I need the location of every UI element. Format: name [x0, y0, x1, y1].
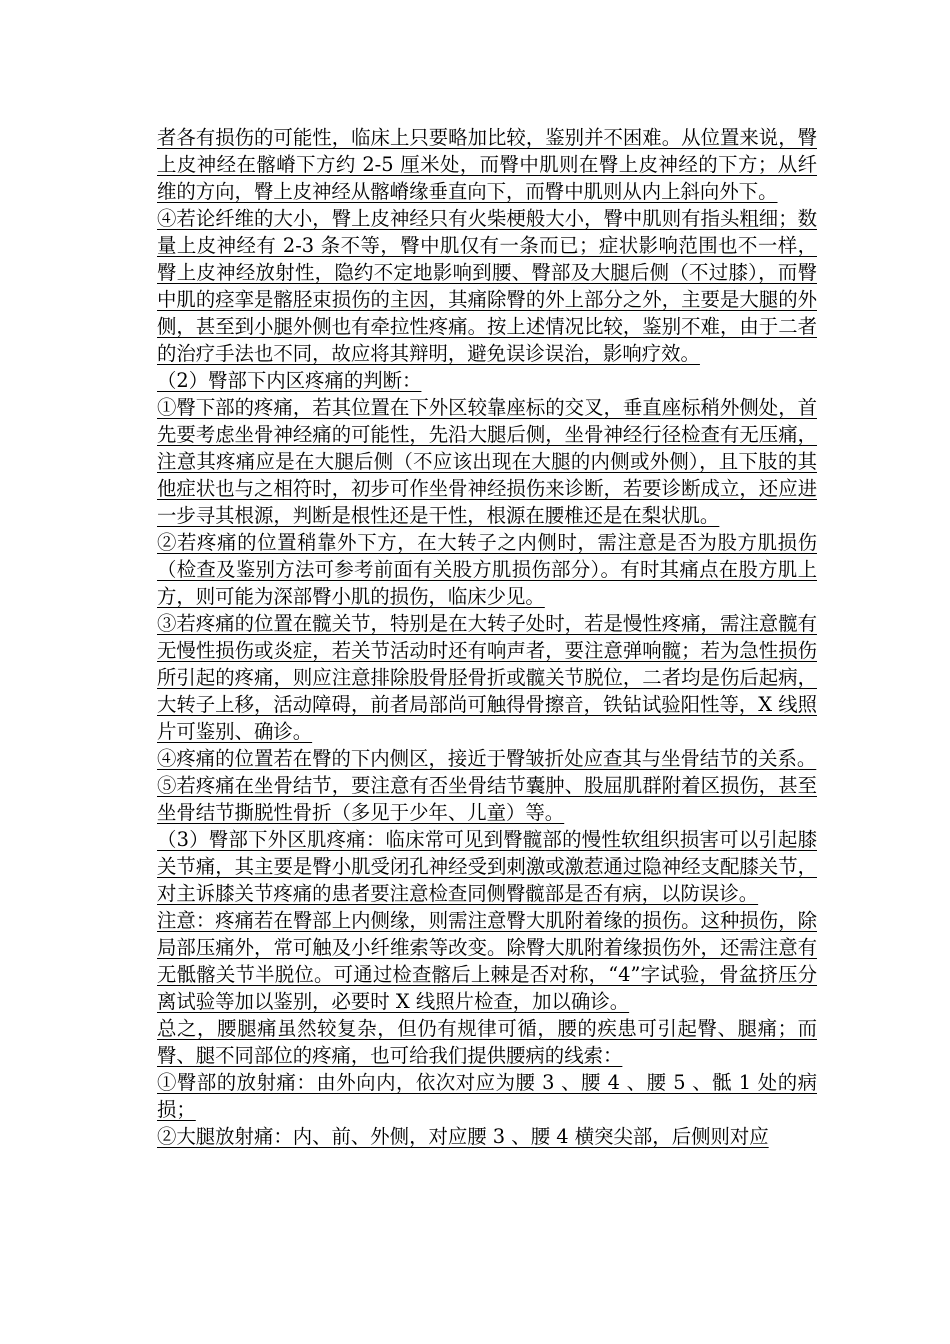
paragraph-quadratus-femoris: ②若疼痛的位置稍靠外下方，在大转子之内侧时，需注意是否为股方肌损伤（检查及鉴别方法可参考前面有关股方肌损伤部分）。有时其痛点在股方肌上方，则可能为深部臀小肌的损伤，临床少见。 [157, 531, 817, 608]
paragraph-hip-joint: ③若疼痛的位置在髋关节，特别是在大转子处时，若是慢性疼痛，需注意髋有无慢性损伤或炎症，若关节活动时还有响声者，要注意弹响髋；若为急性损伤所引起的疼痛，则应注意排除股骨胫骨折或髋关节脱位，二者均是伤后起病，大转子上移，活动障碍，前者局部尚可触得骨擦音，铁钻试验阳性等，X 线照片可鉴别、确诊。 [157, 612, 817, 743]
paragraph-sciatic-nerve: ①臀下部的疼痛，若其位置在下外区较靠座标的交叉，垂直座标稍外侧处，首先要考虑坐骨神经痛的可能性，先沿大腿后侧，坐骨神经行径检查有无压痛，注意其疼痛应是在大腿后侧（不应该出现在大腿的内侧或外侧），且下肢的其他症状也与之相符时，初步可作坐骨神经损伤来诊断，若要诊断成立，还应进一步寻其根源，判断是根性还是干性，根源在腰椎还是在梨状肌。 [157, 396, 817, 527]
paragraph-fiber-size: ④若论纤维的大小，臀上皮神经只有火柴梗般大小，臀中肌则有指头粗细；数量上皮神经有 2-3 条不等，臀中肌仅有一条而已；症状影响范围也不一样，臀上皮神经放射性，隐约不定地影响到腰、臀部及大腿后侧（不过膝），而臀中肌的痉挛是髂胫束损伤的主因，其痛除臀的外上部分之外，主要是大腿的外侧，甚至到小腿外侧也有牵拉性疼痛。按上述情况比较，鉴别不难，由于二者的治疗手法也不同，故应将其辩明，避免误诊误治，影响疗效。 [157, 207, 817, 365]
paragraph-thigh-radiating-pain: ②大腿放射痛：内、前、外侧，对应腰 3 、腰 4 横突尖部，后侧则对应 [157, 1125, 769, 1148]
paragraph-lower-inner-area: ④疼痛的位置若在臀的下内侧区，接近于臀皱折处应查其与坐骨结节的关系。 [157, 747, 817, 770]
section-heading-lower-inner: （2）臀部下内区疼痛的判断： [157, 369, 422, 392]
paragraph-lower-outer-area: （3）臀部下外区肌疼痛：临床常可见到臀髋部的慢性软组织损害可以引起膝关节痛，其主要是臀小肌受闭孔神经受到刺激或激惹通过隐神经支配膝关节，对主诉膝关节疼痛的患者要注意检查同侧臀髋部是否有病，以防误诊。 [157, 828, 817, 905]
document-body [157, 124, 817, 1150]
paragraph-summary: 总之，腰腿痛虽然较复杂，但仍有规律可循，腰的疾患可引起臀、腿痛；而臀、腿不同部位的疼痛，也可给我们提供腰病的线索： [157, 1017, 817, 1067]
paragraph-buttock-radiating-pain: ①臀部的放射痛：由外向内，依次对应为腰 3 、腰 4 、腰 5 、骶 1 处的病损； [157, 1071, 817, 1121]
paragraph-ischial-tuberosity: ⑤若疼痛在坐骨结节，要注意有否坐骨结节囊肿、股屈肌群附着区损伤，甚至坐骨结节撕脱性骨折（多见于少年、儿童）等。 [157, 774, 817, 824]
paragraph-location-comparison: 者各有损伤的可能性，临床上只要略加比较，鉴别并不困难。从位置来说，臀上皮神经在髂嵴下方约 2-5 厘米处，而臀中肌则在臀上皮神经的下方；从纤维的方向，臀上皮神经从髂嵴缘垂直向下，而臀中肌则从内上斜向外下。 [157, 126, 817, 203]
paragraph-note: 注意：疼痛若在臀部上内侧缘，则需注意臀大肌附着缘的损伤。这种损伤，除局部压痛外，常可触及小纤维索等改变。除臀大肌附着缘损伤外，还需注意有无骶髂关节半脱位。可通过检查髂后上棘是否对称，“4”字试验，骨盆挤压分离试验等加以鉴别，必要时 X 线照片检查，加以确诊。 [157, 909, 817, 1013]
